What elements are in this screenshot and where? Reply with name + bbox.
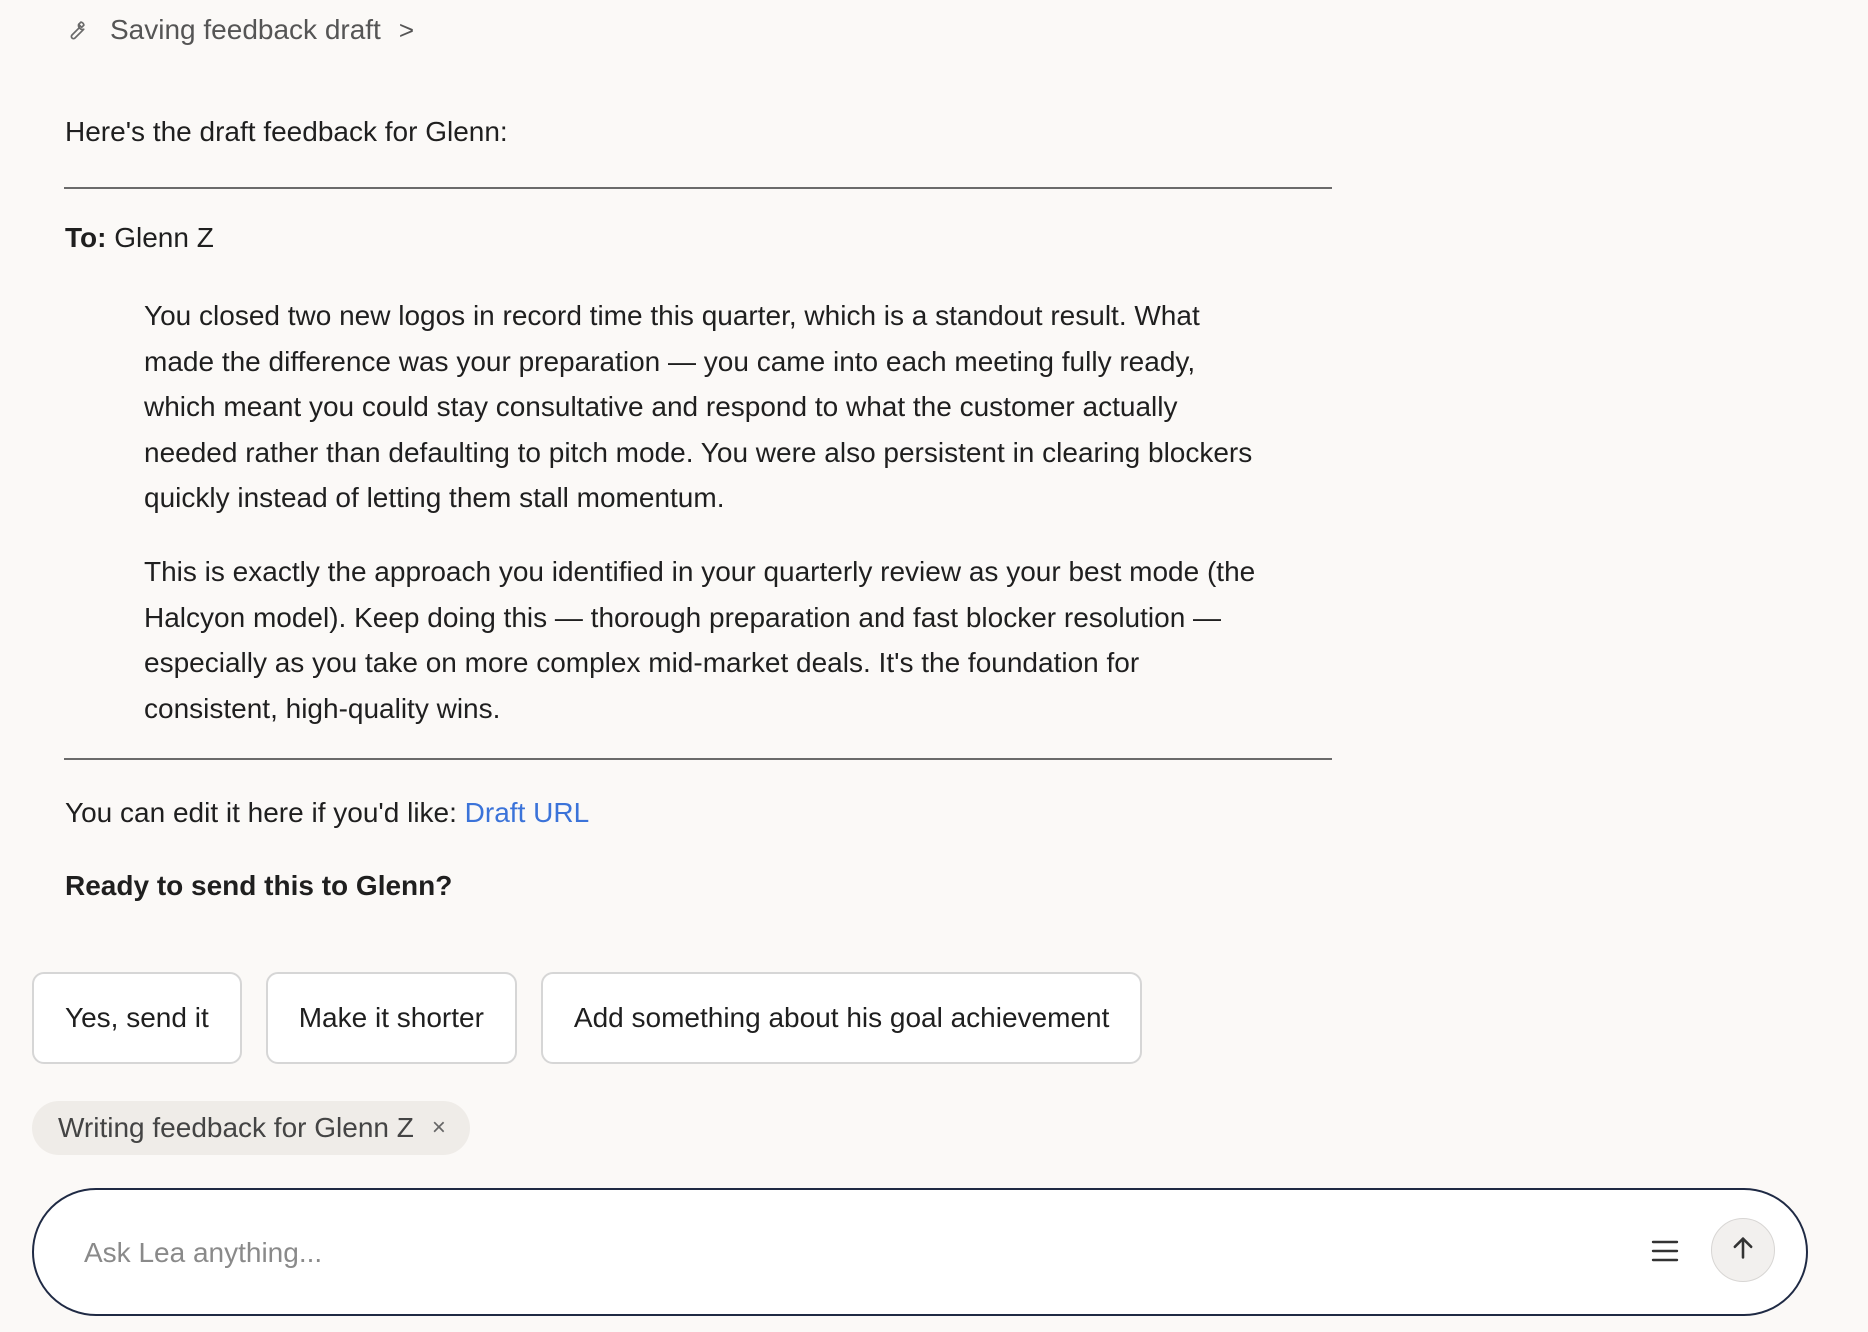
message-intro: Here's the draft feedback for Glenn: bbox=[65, 116, 508, 147]
close-icon[interactable]: × bbox=[431, 1114, 446, 1141]
edit-line bbox=[65, 797, 1330, 829]
yes-send-button[interactable]: Yes, send it bbox=[32, 972, 242, 1064]
recipient-label: To: bbox=[65, 222, 107, 253]
make-shorter-button[interactable]: Make it shorter bbox=[266, 972, 517, 1064]
tool-status[interactable] bbox=[64, 10, 414, 50]
wrench-icon bbox=[64, 18, 88, 42]
confirmation-question: Ready to send this to Glenn? bbox=[65, 870, 453, 901]
divider bbox=[64, 187, 1332, 189]
send-button[interactable] bbox=[1711, 1218, 1775, 1282]
tool-status-label: Saving feedback draft bbox=[110, 14, 381, 45]
feedback-paragraph bbox=[144, 293, 1264, 521]
composer bbox=[32, 1188, 1808, 1316]
arrow-up-icon bbox=[1729, 1234, 1757, 1267]
recipient-line bbox=[65, 222, 1330, 254]
divider bbox=[64, 758, 1332, 760]
feedback-paragraph-text: You closed two new logos in record time this quarter, which is a standout result. What made the difference was your preparation — you came into each meeting fully ready, which meant you could stay consultative and respond to what the customer actually needed rather than defaulting to pitch mode. You were also persistent in clearing blockers quickly instead of letting them stall momentum. bbox=[144, 300, 1253, 513]
feedback-paragraph-text: This is exactly the approach you identified in your quarterly review as your best mode (the Halcyon model). Keep doing this — thorough preparation and fast blocker resolution — especially as you take on more complex mid-market deals. It's the foundation for consistent, high-quality wins. bbox=[144, 556, 1256, 724]
recipient-name: Glenn Z bbox=[114, 222, 214, 253]
menu-icon[interactable] bbox=[1650, 1236, 1680, 1266]
draft-url-link[interactable]: Draft URL bbox=[464, 797, 590, 828]
add-goal-achievement-button[interactable]: Add something about his goal achievement bbox=[541, 972, 1142, 1064]
suggestion-buttons bbox=[32, 972, 1142, 1064]
message-input[interactable] bbox=[82, 1224, 1586, 1282]
edit-text: You can edit it here if you'd like: bbox=[65, 797, 457, 828]
feedback-paragraph bbox=[144, 549, 1264, 731]
context-chip bbox=[32, 1101, 470, 1155]
context-chip-label: Writing feedback for Glenn Z bbox=[58, 1112, 414, 1143]
chevron-right-icon[interactable]: > bbox=[398, 14, 415, 45]
